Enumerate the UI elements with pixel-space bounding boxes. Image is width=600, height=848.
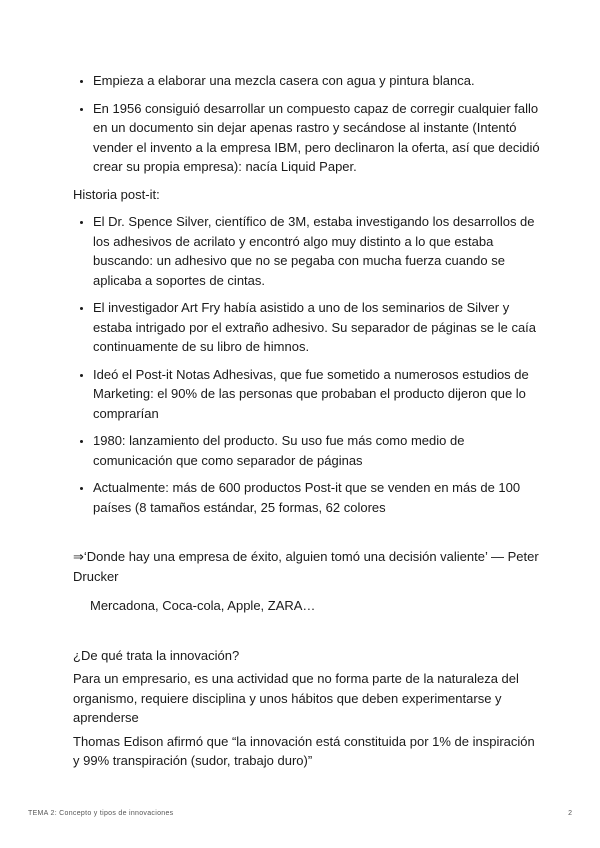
- drucker-quote: ⇒‘Donde hay una empresa de éxito, alguien tomó una decisión valiente’ — Peter Drucker: [73, 549, 539, 584]
- list-item: • El Dr. Spence Silver, científico de 3M, estaba investigando los desarrollos de los adhesivos de acrilato y encontró algo muy distinto a lo que estaba buscando: un adhesivo que no se pegaba con mucha fuerza cuando se aplicaba a soportes de cintas.: [93, 212, 543, 290]
- postit-list: [73, 212, 543, 517]
- paragraph: Para un empresario, es una actividad que no forma parte de la naturaleza del organismo, requiere disciplina y unos hábitos que deben experimentarse y aprenderse: [73, 671, 519, 725]
- page-number: 2: [568, 810, 572, 817]
- list-item: • 1980: lanzamiento del producto. Su uso fue más como medio de comunicación que como separador de páginas: [93, 431, 543, 470]
- list-item: • El investigador Art Fry había asistido a uno de los seminarios de Silver y estaba intrigado por el extraño adhesivo. Su separador de páginas se le caía continuamente de su libro de himnos.: [93, 298, 543, 357]
- liquid-paper-list: [73, 71, 543, 177]
- page-content: [73, 71, 543, 771]
- postit-heading: Historia post-it:: [73, 186, 160, 202]
- footer-title: TEMA 2: Concepto y tipos de innovaciones: [28, 810, 174, 817]
- edison-paragraph: Thomas Edison afirmó que “la innovación está constituida por 1% de inspiración y 99% transpiración (sudor, trabajo duro)”: [73, 733, 535, 768]
- list-item: • En 1956 consiguió desarrollar un compuesto capaz de corregir cualquier fallo en un documento sin dejar apenas rastro y secándose al instante (Intentó vender el invento a la empresa IBM, pero declinaron la oferta, así que decidió crear su propia empresa): nacía Liquid Paper.: [93, 99, 543, 177]
- innovation-question: ¿De qué trata la innovación?: [73, 647, 240, 663]
- list-item: • Empieza a elaborar una mezcla casera con agua y pintura blanca.: [93, 71, 543, 91]
- companies-line: Mercadona, Coca-cola, Apple, ZARA…: [90, 598, 316, 613]
- list-item: • Actualmente: más de 600 productos Post-it que se venden en más de 100 países (8 tamaños estándar, 25 formas, 62 colores: [93, 478, 543, 517]
- list-item: • Ideó el Post-it Notas Adhesivas, que fue sometido a numerosos estudios de Marketing: el 90% de las personas que probaban el producto dijeron que lo comprarían: [93, 365, 543, 424]
